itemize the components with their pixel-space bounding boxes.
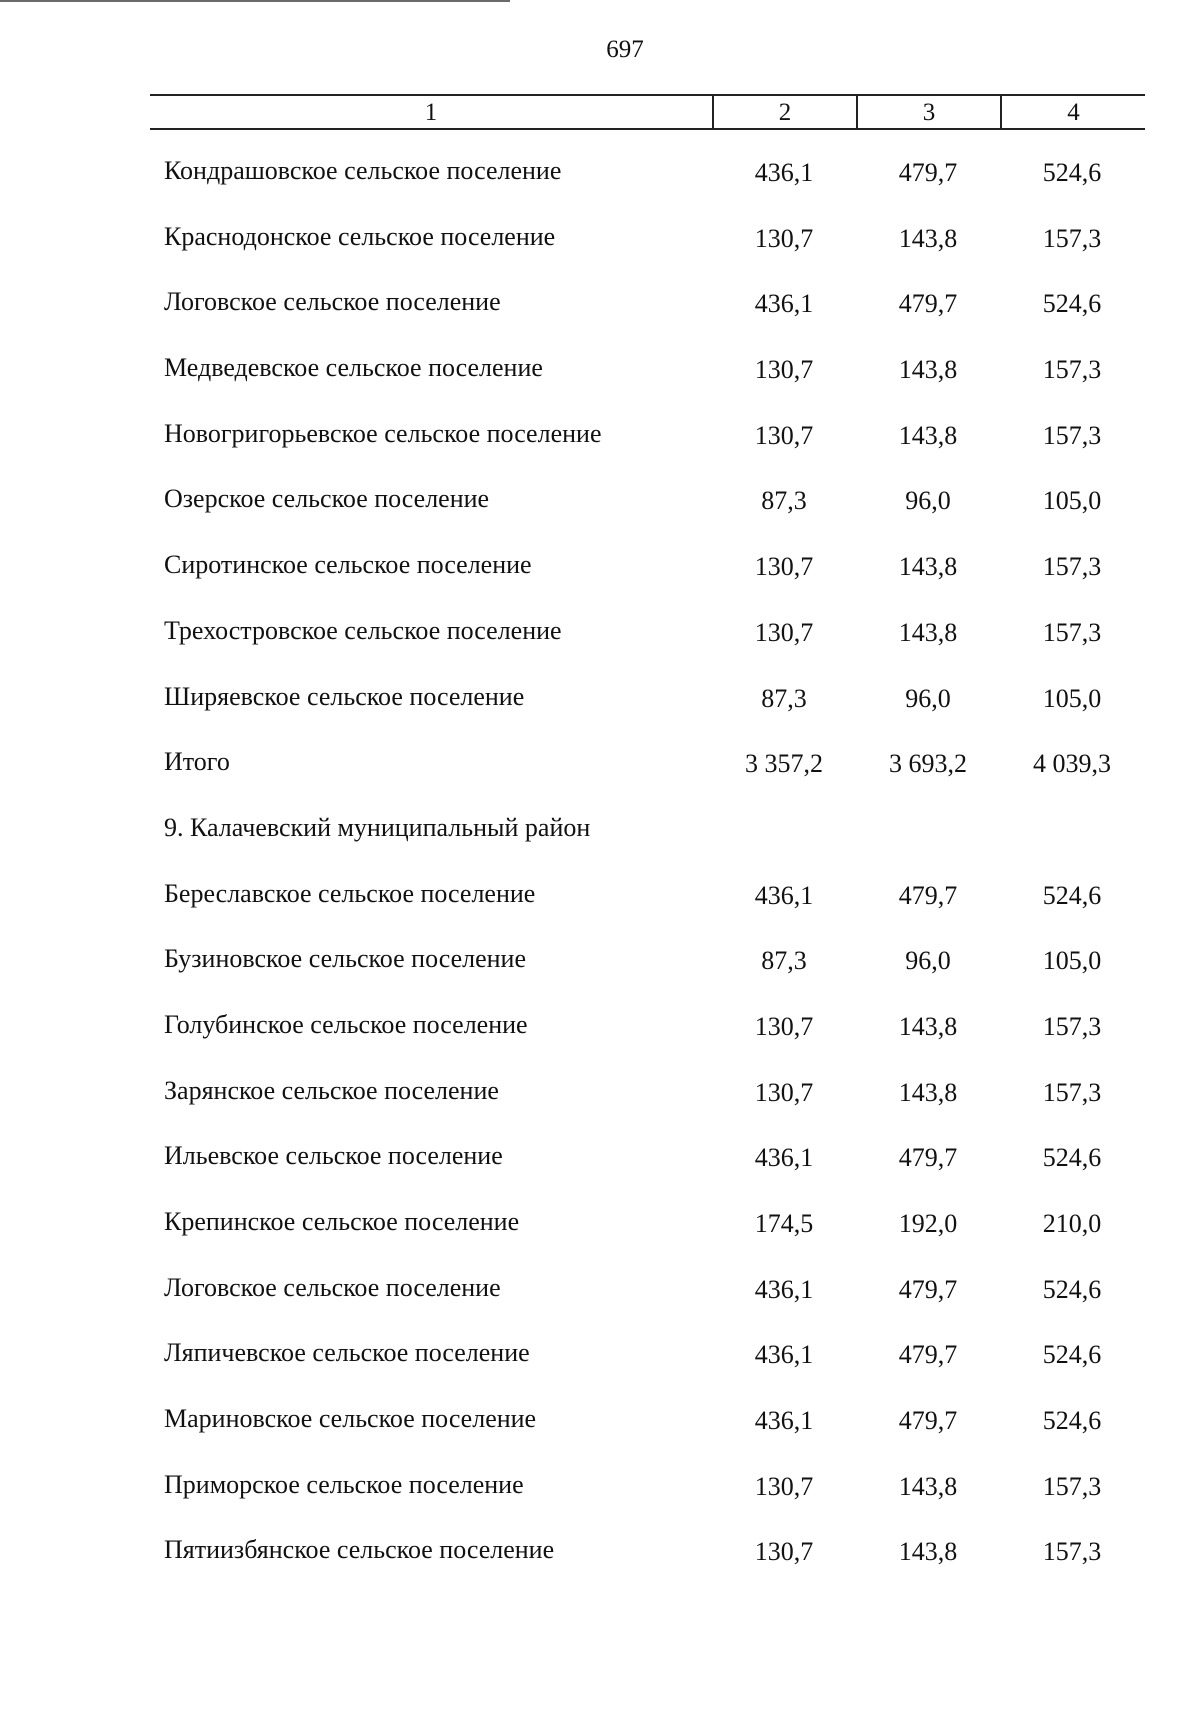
value-col-2: 174,5	[754, 1209, 814, 1238]
settlement-name: Ильевское сельское поселение	[164, 1141, 503, 1171]
value-col-3: 143,8	[898, 552, 958, 582]
value-col-3: 143,8	[898, 1011, 958, 1041]
value-col-2: 130,7	[754, 1537, 814, 1567]
value-col-4: 157,3	[1042, 223, 1102, 253]
value-col-4: 157,3	[1042, 355, 1102, 385]
table-row	[0, 536, 1200, 602]
value-col-4: 157,3	[1042, 1471, 1102, 1501]
value-col-4: 524,6	[1042, 880, 1102, 910]
value-col-2: 130,7	[754, 223, 814, 253]
value-col-3: 479,7	[898, 1143, 958, 1173]
table-row	[0, 273, 1200, 339]
value-col-2: 130,7	[754, 1471, 814, 1501]
table-header	[150, 94, 1145, 130]
table-row	[0, 1062, 1200, 1128]
value-col-3: 143,8	[898, 1471, 958, 1501]
table-row	[0, 865, 1200, 931]
value-col-2: 87,3	[761, 683, 807, 713]
value-col-2: 436,1	[754, 158, 814, 187]
value-col-3: 96,0	[905, 683, 951, 713]
value-col-2: 87,3	[761, 486, 807, 516]
table-row	[0, 405, 1200, 471]
value-col-2: 436,1	[754, 1406, 814, 1436]
value-col-4: 210,0	[1042, 1209, 1102, 1238]
table-row	[0, 1521, 1200, 1587]
header-col-3: 3	[856, 96, 1000, 128]
value-col-3: 479,7	[898, 1340, 958, 1370]
value-col-2: 130,7	[754, 420, 814, 450]
value-col-4: 524,6	[1042, 1406, 1102, 1436]
page-number: 697	[606, 36, 644, 63]
value-col-3: 96,0	[905, 946, 951, 976]
table-row	[0, 1390, 1200, 1456]
value-col-2: 130,7	[754, 1077, 814, 1107]
value-col-3: 143,8	[898, 420, 958, 450]
value-col-4: 524,6	[1042, 158, 1102, 187]
value-col-4: 524,6	[1042, 289, 1102, 319]
settlement-name: Логовское сельское поселение	[164, 287, 501, 317]
header-col-4: 4	[1000, 96, 1145, 128]
value-col-2: 130,7	[754, 1011, 814, 1041]
settlement-name: Приморское сельское поселение	[164, 1469, 524, 1499]
value-col-4: 105,0	[1042, 946, 1102, 976]
settlement-name: 9. Калачевский муниципальный район	[164, 812, 591, 842]
settlement-name: Кондрашовское сельское поселение	[164, 156, 562, 185]
value-col-4: 157,3	[1042, 552, 1102, 582]
table-row	[0, 142, 1200, 208]
table-row	[0, 1193, 1200, 1259]
settlement-name: Береславское сельское поселение	[164, 878, 536, 908]
table-row	[0, 1456, 1200, 1522]
table-row	[0, 733, 1200, 799]
value-col-2: 436,1	[754, 880, 814, 910]
table-row	[0, 339, 1200, 405]
value-col-3: 143,8	[898, 355, 958, 385]
value-col-3: 143,8	[898, 223, 958, 253]
settlement-name: Итого	[164, 747, 230, 777]
table-row	[0, 930, 1200, 996]
settlement-name: Логовское сельское поселение	[164, 1272, 501, 1302]
value-col-3: 479,7	[898, 158, 958, 187]
settlement-name: Новогригорьевское сельское поселение	[164, 418, 602, 448]
value-col-2: 436,1	[754, 1143, 814, 1173]
settlement-name: Мариновское сельское поселение	[164, 1404, 537, 1434]
settlement-name: Голубинское сельское поселение	[164, 1009, 528, 1039]
value-col-3: 192,0	[898, 1209, 958, 1238]
value-col-3: 143,8	[898, 1537, 958, 1567]
settlement-name: Сиротинское сельское поселение	[164, 550, 532, 580]
settlement-name: Ляпичевское сельское поселение	[164, 1338, 530, 1368]
settlement-name: Бузиновское сельское поселение	[164, 944, 526, 974]
table-row	[0, 208, 1200, 274]
value-col-2: 130,7	[754, 355, 814, 385]
value-col-4: 105,0	[1042, 683, 1102, 713]
table-row	[0, 470, 1200, 536]
value-col-3: 3 693,2	[889, 749, 967, 779]
value-col-3: 479,7	[898, 880, 958, 910]
scan-edge-line	[0, 0, 510, 2]
value-col-2: 3 357,2	[745, 749, 823, 779]
value-col-2: 87,3	[761, 946, 807, 976]
value-col-4: 105,0	[1042, 486, 1102, 516]
settlement-name: Ширяевское сельское поселение	[164, 681, 525, 711]
settlement-name: Озерское сельское поселение	[164, 484, 490, 514]
value-col-3: 479,7	[898, 289, 958, 319]
table-body	[0, 142, 1200, 1587]
table-row	[0, 1324, 1200, 1390]
value-col-4: 157,3	[1042, 1077, 1102, 1107]
value-col-4: 524,6	[1042, 1143, 1102, 1173]
value-col-4: 4 039,3	[1033, 749, 1111, 779]
settlement-name: Краснодонское сельское поселение	[164, 221, 556, 251]
table-row	[0, 1259, 1200, 1325]
value-col-3: 143,8	[898, 1077, 958, 1107]
value-col-2: 436,1	[754, 289, 814, 319]
value-col-3: 479,7	[898, 1274, 958, 1304]
table-row	[0, 1127, 1200, 1193]
value-col-4: 157,3	[1042, 1011, 1102, 1041]
value-col-4: 524,6	[1042, 1274, 1102, 1304]
table-row	[0, 799, 1200, 865]
settlement-name: Трехостровское сельское поселение	[164, 615, 562, 645]
value-col-3: 143,8	[898, 617, 958, 647]
value-col-2: 436,1	[754, 1274, 814, 1304]
header-col-1: 1	[424, 99, 438, 126]
table-row	[0, 602, 1200, 668]
value-col-4: 524,6	[1042, 1340, 1102, 1370]
settlement-name: Крепинское сельское поселение	[164, 1207, 520, 1236]
header-col-2: 2	[712, 96, 856, 128]
value-col-4: 157,3	[1042, 617, 1102, 647]
value-col-4: 157,3	[1042, 1537, 1102, 1567]
value-col-3: 96,0	[905, 486, 951, 516]
value-col-3: 479,7	[898, 1406, 958, 1436]
value-col-2: 130,7	[754, 552, 814, 582]
value-col-2: 436,1	[754, 1340, 814, 1370]
table-row	[0, 996, 1200, 1062]
settlement-name: Пятиизбянское сельское поселение	[164, 1535, 555, 1565]
settlement-name: Зарянское сельское поселение	[164, 1075, 499, 1105]
value-col-4: 157,3	[1042, 420, 1102, 450]
value-col-2: 130,7	[754, 617, 814, 647]
table-row	[0, 668, 1200, 734]
settlement-name: Медведевское сельское поселение	[164, 353, 543, 383]
